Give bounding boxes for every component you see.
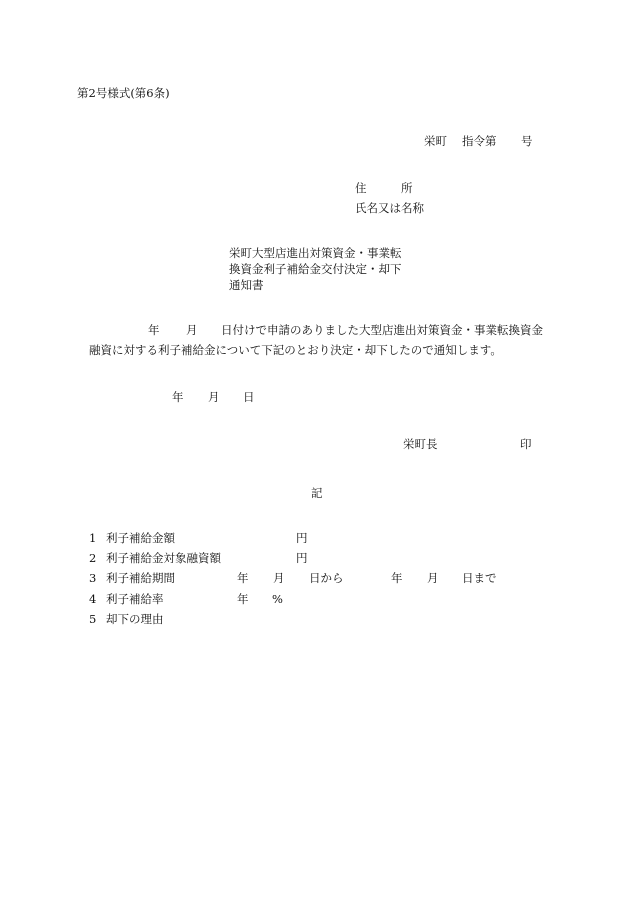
issuer-name: 栄町長 bbox=[403, 437, 438, 451]
reference-town: 栄町 bbox=[424, 134, 447, 148]
title-line-3: 通知書 bbox=[229, 278, 264, 292]
item-label: 利子補給期間 bbox=[106, 571, 175, 585]
item-unit-yen: 円 bbox=[296, 531, 308, 545]
item-label: 利子補給金額 bbox=[106, 531, 175, 545]
period-to-month: 月 bbox=[427, 571, 439, 585]
item-row bbox=[0, 531, 630, 547]
date-year: 年 bbox=[172, 390, 184, 404]
body-year: 年 bbox=[148, 323, 160, 337]
item-label: 利子補給金対象融資額 bbox=[106, 551, 221, 565]
reference-directive: 指令第 bbox=[462, 134, 497, 148]
body-line-1 bbox=[0, 323, 630, 339]
item-number: 3 bbox=[89, 571, 97, 585]
period-from-year: 年 bbox=[237, 571, 249, 585]
date-month: 月 bbox=[208, 390, 220, 404]
name-label: 氏名又は名称 bbox=[355, 201, 424, 215]
body-line-2: 融資に対する利子補給金について下記のとおり決定・却下したので通知します。 bbox=[89, 343, 502, 357]
item-number: 2 bbox=[89, 551, 97, 565]
item-row bbox=[0, 551, 630, 567]
item-number: 4 bbox=[89, 592, 97, 606]
title-line-2: 換資金利子補給金交付決定・却下 bbox=[229, 262, 402, 276]
period-to-day: 日まで bbox=[462, 571, 497, 585]
item-label: 却下の理由 bbox=[106, 612, 164, 626]
address-label: 住 所 bbox=[355, 181, 413, 195]
item-label: 利子補給率 bbox=[106, 592, 164, 606]
note-heading: 記 bbox=[311, 486, 323, 500]
title-line-1: 栄町大型店進出対策資金・事業転 bbox=[229, 246, 402, 260]
item-row bbox=[0, 592, 630, 608]
item-number: 5 bbox=[89, 612, 97, 626]
seal-mark: 印 bbox=[520, 437, 532, 451]
period-from-day: 日から bbox=[309, 571, 344, 585]
reference-number-suffix: 号 bbox=[521, 134, 533, 148]
item-unit-yen: 円 bbox=[296, 551, 308, 565]
rate-year: 年 bbox=[237, 592, 249, 606]
body-month: 月 bbox=[186, 323, 198, 337]
rate-percent: % bbox=[272, 592, 283, 606]
form-label: 第2号様式(第6条) bbox=[77, 86, 170, 100]
item-row bbox=[0, 571, 630, 587]
period-from-month: 月 bbox=[273, 571, 285, 585]
period-to-year: 年 bbox=[391, 571, 403, 585]
issue-date bbox=[0, 390, 630, 406]
body-text-1: 日付けで申請のありました大型店進出対策資金・事業転換資金 bbox=[221, 323, 543, 337]
date-day: 日 bbox=[243, 390, 255, 404]
item-row bbox=[0, 612, 630, 628]
item-number: 1 bbox=[89, 531, 97, 545]
